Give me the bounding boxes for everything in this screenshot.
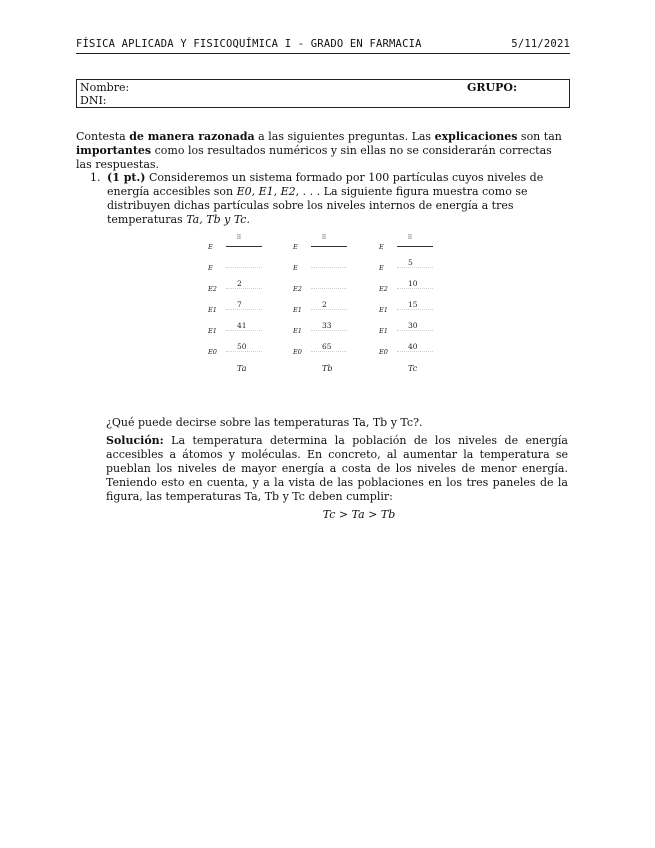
population-count: 33 <box>322 321 332 330</box>
header-date: 5/11/2021 <box>511 38 570 50</box>
intro-bold-1: de manera razonada <box>129 130 255 143</box>
population-count: 40 <box>408 342 418 351</box>
level-label: E0 <box>379 348 388 356</box>
level-label: E2 <box>293 285 302 293</box>
intro-text-1: Contesta <box>76 130 130 143</box>
question-text-b: La siguiente figura muestra como se distribuyen dichas partículas sobre los niveles internos de energía a tres temperaturas <box>107 185 528 226</box>
level-label: E <box>293 243 298 251</box>
question-ask: ¿Qué puede decirse sobre las temperaturas Ta, Tb y Tc?. <box>106 416 423 429</box>
top-level-line <box>397 246 433 247</box>
level-line <box>397 288 433 289</box>
grupo-label: GRUPO: <box>467 81 518 94</box>
level-label: E <box>379 264 384 272</box>
temperature-inequality: Tc > Ta > Tb <box>322 508 396 521</box>
level-label: E <box>379 243 384 251</box>
nombre-label: Nombre: <box>80 81 130 94</box>
population-count: 15 <box>408 300 418 309</box>
solution-label: Solución: <box>106 434 164 447</box>
question-text-a: Consideremos un sistema formado por 100 partículas cuyos niveles de energía accesibles son <box>107 171 544 198</box>
level-label: E0 <box>293 348 302 356</box>
intro-bold-2: explicaciones <box>434 130 518 143</box>
top-level-line <box>311 246 347 247</box>
top-level-line <box>226 246 262 247</box>
level-label: E1 <box>208 327 217 335</box>
population-count: 2 <box>237 279 242 288</box>
population-count: 10 <box>408 279 418 288</box>
level-line <box>311 330 347 331</box>
level-label: E0 <box>208 348 217 356</box>
temps-list: Ta, Tb y Tc. <box>186 213 250 226</box>
population-count: 5 <box>408 258 413 267</box>
intro-text-2: a las siguientes preguntas. Las <box>254 130 435 143</box>
level-line <box>397 351 433 352</box>
level-label: E1 <box>379 327 388 335</box>
level-line <box>397 309 433 310</box>
temperature-label: Tc <box>408 364 418 373</box>
population-count: 2 <box>322 300 327 309</box>
question-number: 1. <box>90 171 101 184</box>
level-line <box>226 309 262 310</box>
level-line <box>226 267 262 268</box>
population-count: 30 <box>408 321 418 330</box>
level-label: E1 <box>293 327 302 335</box>
level-label: E1 <box>293 306 302 314</box>
question-points: (1 pt.) <box>107 171 146 184</box>
levels-list: E0, E1, E2, . . . <box>236 185 321 198</box>
level-label: E2 <box>208 285 217 293</box>
level-line <box>311 288 347 289</box>
level-line <box>311 351 347 352</box>
intro-text-4: como los resultados numéricos y sin ellas no se considerarán correctas las respuestas. <box>76 144 552 171</box>
level-line <box>226 330 262 331</box>
header-title: FÍSICA APLICADA Y FISICOQUÍMICA I - GRADO EN FARMACIA <box>76 38 422 50</box>
intro-text-3: son tan <box>517 130 562 143</box>
level-label: E1 <box>379 306 388 314</box>
intro-bold-3: importantes <box>76 144 152 157</box>
level-line <box>226 351 262 352</box>
temperature-label: Ta <box>237 364 247 373</box>
population-count: 50 <box>237 342 247 351</box>
instructions <box>76 130 570 172</box>
temperature-label: Tb <box>322 364 333 373</box>
level-label: E <box>208 264 213 272</box>
header-rule <box>76 53 570 54</box>
dots-mark: ⁞⁞ <box>408 233 412 241</box>
page-header <box>76 38 570 50</box>
level-label: E2 <box>379 285 388 293</box>
level-line <box>397 267 433 268</box>
level-line <box>311 309 347 310</box>
student-id-box <box>76 79 570 108</box>
population-count: 41 <box>237 321 247 330</box>
dots-mark: ⁞⁞ <box>237 233 241 241</box>
dni-label: DNI: <box>80 94 107 107</box>
level-label: E <box>293 264 298 272</box>
population-count: 7 <box>237 300 242 309</box>
population-count: 65 <box>322 342 332 351</box>
level-line <box>397 330 433 331</box>
level-line <box>226 288 262 289</box>
level-label: E <box>208 243 213 251</box>
solution <box>106 434 568 504</box>
level-line <box>311 267 347 268</box>
level-label: E1 <box>208 306 217 314</box>
dots-mark: ⁞⁞ <box>322 233 326 241</box>
solution-text: La temperatura determina la población de los niveles de energía accesibles a átomos y moléculas. En concreto, al aumentar la temperatura se pueblan los niveles de mayor energía a costa de los niveles de menor energía. Teniendo esto en cuenta, y a la vista de las poblaciones en los tres paneles de la figura, las temperaturas Ta, Tb y Tc deben cumplir: <box>106 434 568 503</box>
